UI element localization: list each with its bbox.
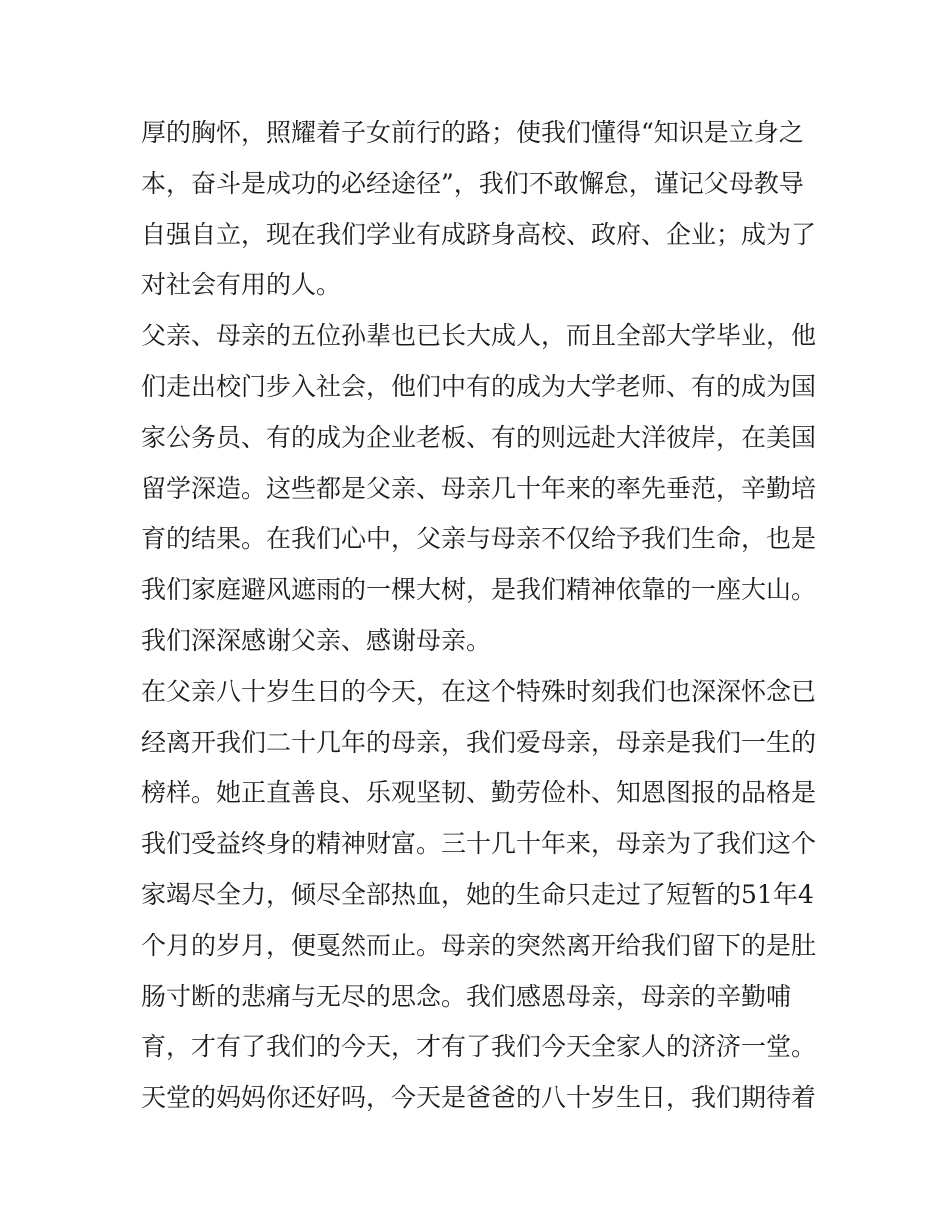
text-line: 自强自立，现在我们学业有成跻身高校、政府、企业；成为了 xyxy=(141,219,817,249)
text-line: 厚的胸怀，照耀着子女前行的路；使我们懂得“知识是立身之 xyxy=(141,118,804,147)
text-line: 我们家庭避风遮雨的一棵大树，是我们精神依靠的一座大山。 xyxy=(141,575,817,605)
text-line: 我们受益终身的精神财富。三十几十年来，母亲为了我们这个 xyxy=(141,829,817,859)
text-line: 我们深深感谢父亲、感谢母亲。 xyxy=(141,625,492,655)
text-line: 育，才有了我们的今天，才有了我们今天全家人的济济一堂。 xyxy=(141,1032,817,1062)
body-text xyxy=(141,108,817,1124)
text-line: 经离开我们二十几年的母亲，我们爱母亲，母亲是我们一生的 xyxy=(141,727,817,757)
text-line: 们走出校门步入社会，他们中有的成为大学老师、有的成为国 xyxy=(141,371,817,401)
text-line: 天堂的妈妈你还好吗，今天是爸爸的八十岁生日，我们期待着 xyxy=(141,1083,817,1113)
text-line: 父亲、母亲的五位孙辈也已长大成人，而且全部大学毕业，他 xyxy=(141,321,817,351)
text-line: 榜样。她正直善良、乐观坚韧、勤劳俭朴、知恩图报的品格是 xyxy=(141,778,817,808)
text-line: 肠寸断的悲痛与无尽的思念。我们感恩母亲，母亲的辛勤哺 xyxy=(141,981,792,1011)
text-line: 对社会有用的人。 xyxy=(141,270,342,300)
text-line: 本，奋斗是成功的必经途径”，我们不敢懈怠，谨记父母教导 xyxy=(141,168,804,198)
text-line: 家公务员、有的成为企业老板、有的则远赴大洋彼岸，在美国 xyxy=(141,422,817,452)
text-line: 个月的岁月，便戛然而止。母亲的突然离开给我们留下的是肚 xyxy=(141,930,817,960)
text-line: 家竭尽全力，倾尽全部热血，她的生命只走过了短暂的51年4 xyxy=(141,879,814,909)
text-line: 育的结果。在我们心中，父亲与母亲不仅给予我们生命，也是 xyxy=(141,524,817,554)
text-line: 在父亲八十岁生日的今天，在这个特殊时刻我们也深深怀念已 xyxy=(141,676,817,706)
text-line: 留学深造。这些都是父亲、母亲几十年来的率先垂范，辛勤培 xyxy=(141,473,817,503)
